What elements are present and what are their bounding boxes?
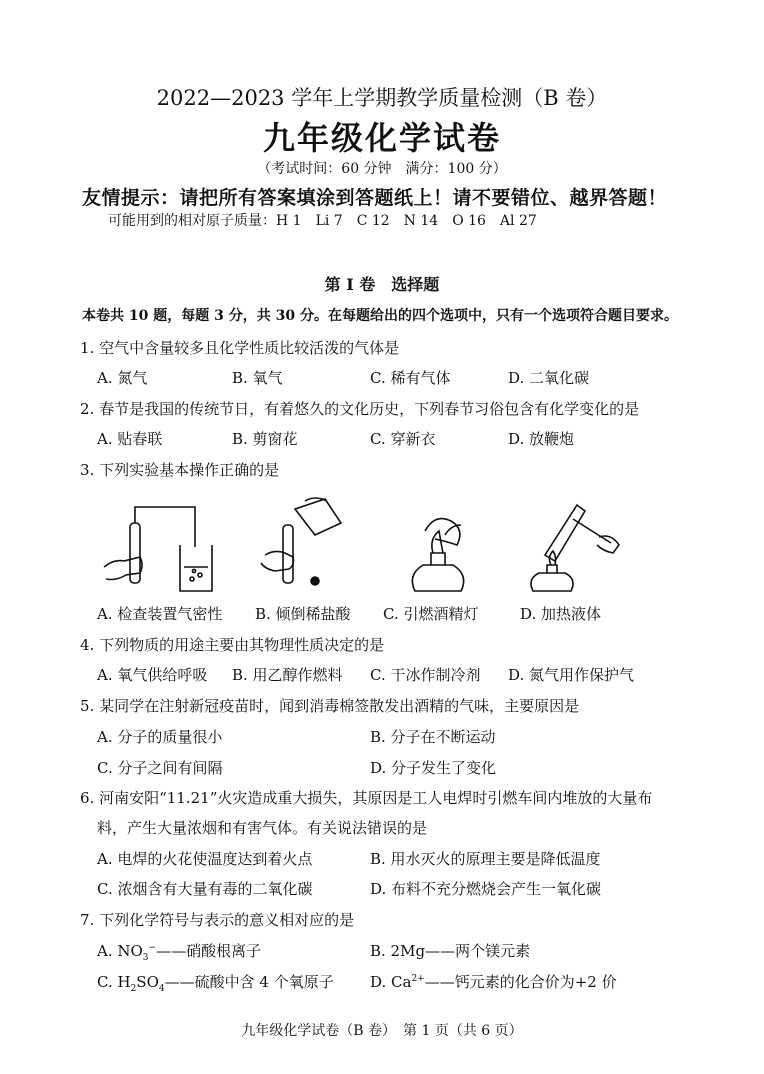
question-5-option-a: A. 分子的质量很小: [97, 728, 223, 746]
airtightness-check-figure: [100, 495, 220, 595]
heating-liquid-figure: [515, 495, 625, 595]
question-7-option-c: C. $H_2SO_4——$硫酸中含 4 个氧原子: [97, 973, 334, 994]
question-6-option-d: D. 布料不充分燃烧会产生一氧化碳: [370, 880, 602, 898]
question-1-stem: 1. 空气中含量较多且化学性质比较活泼的气体是: [80, 339, 400, 357]
question-5-option-b: B. 分子在不断运动: [370, 728, 496, 746]
question-6-stem-line2: 料，产生大量浓烟和有害气体。有关说法错误的是: [97, 819, 428, 837]
atomic-masses: 可能用到的相对原子质量：H 1 Li 7 C 12 N 14 O 16 Al 27: [108, 213, 537, 229]
question-5-stem: 5. 某同学在注射新冠疫苗时，闻到消毒棉签散发出酒精的气味，主要原因是: [80, 697, 580, 715]
question-4-option-c: C. 干冰作制冷剂: [370, 666, 481, 684]
question-3-option-c: C. 引燃酒精灯: [383, 605, 479, 623]
question-6-option-c: C. 浓烟含有大量有毒的二氧化碳: [97, 880, 313, 898]
question-5-option-c: C. 分子之间有间隔: [97, 759, 223, 777]
question-1-option-a: A. 氮气: [97, 369, 148, 387]
notice: 友情提示：请把所有答案填涂到答题纸上！请不要错位、越界答题！: [82, 187, 668, 209]
question-7-option-a: A. $NO_3^-——$硝酸根离子: [97, 942, 262, 963]
section-title: 第 I 卷 选择题: [324, 275, 440, 294]
question-2-option-b: B. 剪窗花: [232, 430, 298, 448]
question-4-option-a: A. 氧气供给呼吸: [97, 666, 208, 684]
question-2-option-a: A. 贴春联: [97, 430, 163, 448]
question-3-option-a: A. 检查装置气密性: [97, 605, 223, 623]
page-footer: 九年级化学试卷（B 卷） 第 1 页（共 6 页）: [241, 1023, 523, 1039]
question-2-option-d: D. 放鞭炮: [508, 430, 575, 448]
question-3-option-b: B. 倾倒稀盐酸: [255, 605, 351, 623]
question-6-option-a: A. 电焊的火花使温度达到着火点: [97, 850, 313, 868]
exam-title: 2022—2023 学年上学期教学质量检测（B 卷）: [156, 86, 608, 110]
time-info: （考试时间：60 分钟 满分：100 分）: [257, 161, 507, 177]
question-7-option-b: B. 2Mg——两个镁元素: [370, 942, 531, 960]
pouring-acid-figure: [245, 495, 355, 595]
question-4-option-b: B. 用乙醇作燃料: [232, 666, 343, 684]
question-1-option-b: B. 氧气: [232, 369, 283, 387]
question-3-figures: [95, 495, 635, 595]
question-5-option-d: D. 分子发生了变化: [370, 759, 497, 777]
question-4-stem: 4. 下列物质的用途主要由其物理性质决定的是: [80, 636, 385, 654]
question-1-option-c: C. 稀有气体: [370, 369, 451, 387]
question-6-option-b: B. 用水灭火的原理主要是降低温度: [370, 850, 601, 868]
question-4-option-d: D. 氮气用作保护气: [508, 666, 635, 684]
question-3-option-d: D. 加热液体: [520, 605, 602, 623]
question-7-option-d: D. $Ca^{2+}——$钙元素的化合价为+2 价: [370, 973, 617, 991]
question-7-stem: 7. 下列化学符号与表示的意义相对应的是: [80, 911, 355, 929]
subject-title: 九年级化学试卷: [262, 119, 501, 157]
lighting-lamp-figure: [395, 495, 485, 595]
question-1-option-d: D. 二氧化碳: [508, 369, 590, 387]
section-intro: 本卷共 10 题，每题 3 分，共 30 分。在每题给出的四个选项中，只有一个选项符合题目要求。: [82, 308, 678, 324]
question-3-stem: 3. 下列实验基本操作正确的是: [80, 461, 280, 479]
question-2-option-c: C. 穿新衣: [370, 430, 436, 448]
question-6-stem-line1: 6. 河南安阳“11.21”火灾造成重大损失，其原因是工人电焊时引燃车间内堆放的大量布: [80, 789, 653, 807]
question-2-stem: 2. 春节是我国的传统节日，有着悠久的文化历史，下列春节习俗包含有化学变化的是: [80, 400, 640, 418]
